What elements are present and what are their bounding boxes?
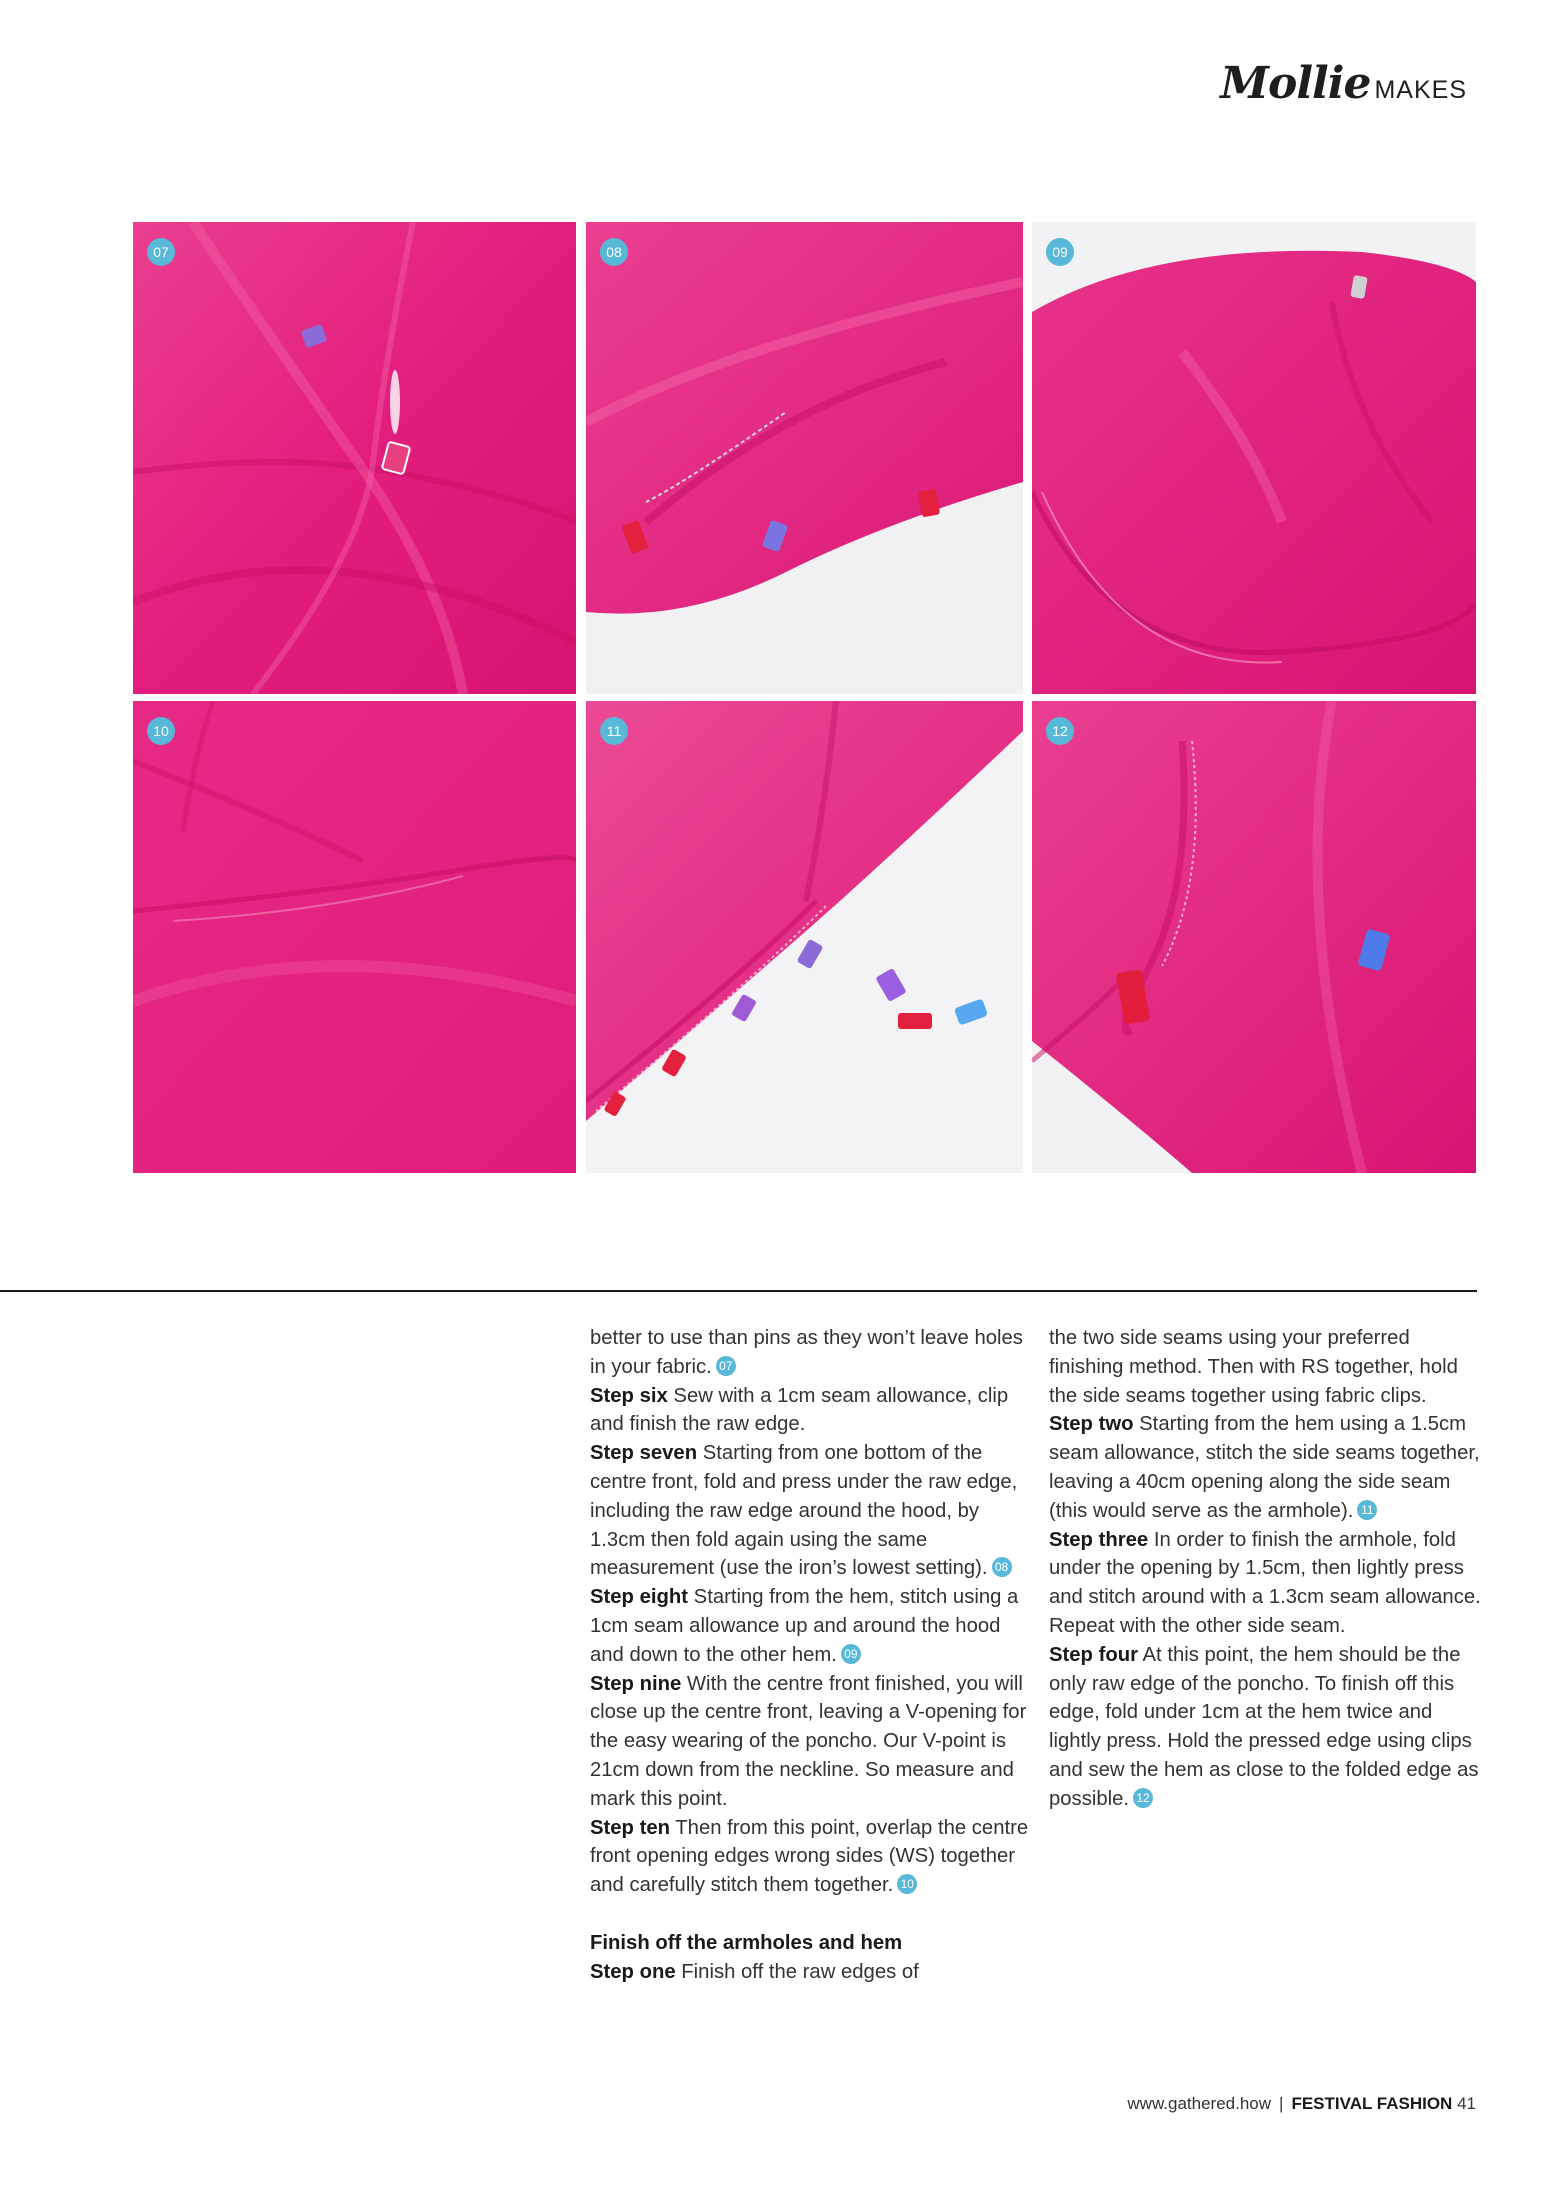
- body-text: Starting from one bottom of the centre front, fold and press under the raw edge, including the raw edge around the hood, by 1.3cm then fold again using the same measurement (use the iron’s lowest setting).: [590, 1442, 1018, 1580]
- body-text: the two side seams using your preferred finishing method. Then with RS together, hold the side seams together using fabric clips.: [1049, 1327, 1458, 1407]
- photo-badge: 07: [147, 238, 175, 266]
- paragraph: [590, 1324, 1030, 1382]
- photo-badge: 10: [147, 717, 175, 745]
- spacer: [590, 1900, 1030, 1929]
- body-text: better to use than pins as they won’t leave holes in your fabric.: [590, 1327, 1023, 1378]
- section-heading: [590, 1929, 1030, 1958]
- body-text: Sew with a 1cm seam allowance, clip and finish the raw edge.: [590, 1384, 1009, 1436]
- photo-09: [1032, 222, 1476, 694]
- photo-badge: 09: [1046, 238, 1074, 266]
- step-heading: Step one: [590, 1960, 676, 1983]
- body-text: Starting from the hem, stitch using a 1cm seam allowance up and around the hood and down to the other hem.: [590, 1586, 1019, 1666]
- step-ref-badge: 11: [1357, 1500, 1377, 1520]
- step-heading: Step eight: [590, 1586, 689, 1609]
- body-text: Finish off the raw edges of: [675, 1960, 919, 1983]
- mollie-makes-logo: [1220, 58, 1467, 109]
- photo-08: [586, 222, 1023, 694]
- body-text: In order to finish the armhole, fold under the opening by 1.5cm, then lightly press and stitch around with a 1.3cm seam allowance. Repeat with the other side seam.: [1049, 1528, 1481, 1637]
- photo-07: [133, 222, 576, 694]
- step-heading: Step six: [590, 1384, 668, 1407]
- step-heading: Step two: [1049, 1413, 1134, 1436]
- step-three: [1049, 1526, 1481, 1641]
- poncho-clip-photo-icon: [586, 222, 1023, 694]
- step-ref-badge: 10: [897, 1874, 917, 1894]
- photo-badge: 11: [600, 717, 628, 745]
- page-footer: [1127, 2094, 1476, 2114]
- footer-url[interactable]: www.gathered.how: [1127, 2094, 1272, 2113]
- poncho-clip-photo-icon: [586, 701, 1023, 1173]
- section-divider: [0, 1290, 1477, 1292]
- footer-separator: |: [1279, 2094, 1284, 2113]
- step-ref-badge: 07: [716, 1356, 736, 1376]
- step-heading: Step four: [1049, 1643, 1139, 1666]
- body-text: Starting from the hem using a 1.5cm seam allowance, stitch the side seams together, leaving a 40cm opening along the side seam (this would serve as the armhole).: [1049, 1413, 1480, 1522]
- poncho-clip-photo-icon: [1032, 701, 1476, 1173]
- step-four: [1049, 1641, 1481, 1814]
- paragraph: [1049, 1324, 1481, 1410]
- body-text: Then from this point, overlap the centre front opening edges wrong sides (WS) together and carefully stitch them together.: [590, 1816, 1029, 1897]
- step-two: [1049, 1410, 1481, 1525]
- step-heading: Step nine: [590, 1672, 682, 1695]
- step-nine: [590, 1670, 1030, 1814]
- step-heading: Step seven: [590, 1442, 698, 1465]
- poncho-clip-photo-icon: [133, 222, 576, 694]
- photo-12: [1032, 701, 1476, 1173]
- text-column-right: [1049, 1324, 1481, 1814]
- step-ten: [590, 1814, 1030, 1900]
- section-title: Finish off the armholes and hem: [590, 1931, 903, 1954]
- text-column-left: [590, 1324, 1030, 1986]
- body-text: With the centre front finished, you will close up the centre front, leaving a V-opening for the easy wearing of the poncho. Our V-point is 21cm down from the neckline. So measure and mark this point.: [590, 1672, 1027, 1810]
- photo-badge: 08: [600, 238, 628, 266]
- step-one: [590, 1958, 1030, 1987]
- poncho-clip-photo-icon: [1032, 222, 1476, 694]
- step-ref-badge: 09: [841, 1644, 861, 1664]
- body-text: At this point, the hem should be the only raw edge of the poncho. To finish off this edge, fold under 1cm at the hem twice and lightly press. Hold the pressed edge using clips and sew the hem as close to the folded edge as possible.: [1049, 1643, 1479, 1810]
- step-heading: Step ten: [590, 1816, 671, 1839]
- step-seven: [590, 1439, 1030, 1583]
- poncho-clip-photo-icon: [133, 701, 576, 1173]
- logo-script: Mollie: [1220, 58, 1371, 109]
- photo-badge: 12: [1046, 717, 1074, 745]
- step-heading: Step three: [1049, 1528, 1149, 1551]
- page-number: 41: [1457, 2094, 1476, 2113]
- logo-caps: MAKES: [1374, 76, 1467, 104]
- photo-11: [586, 701, 1023, 1173]
- step-ref-badge: 12: [1133, 1788, 1153, 1808]
- step-ref-badge: 08: [992, 1557, 1012, 1577]
- photo-10: [133, 701, 576, 1173]
- step-six: [590, 1382, 1030, 1440]
- footer-section: FESTIVAL FASHION: [1291, 2094, 1453, 2113]
- step-eight: [590, 1583, 1030, 1669]
